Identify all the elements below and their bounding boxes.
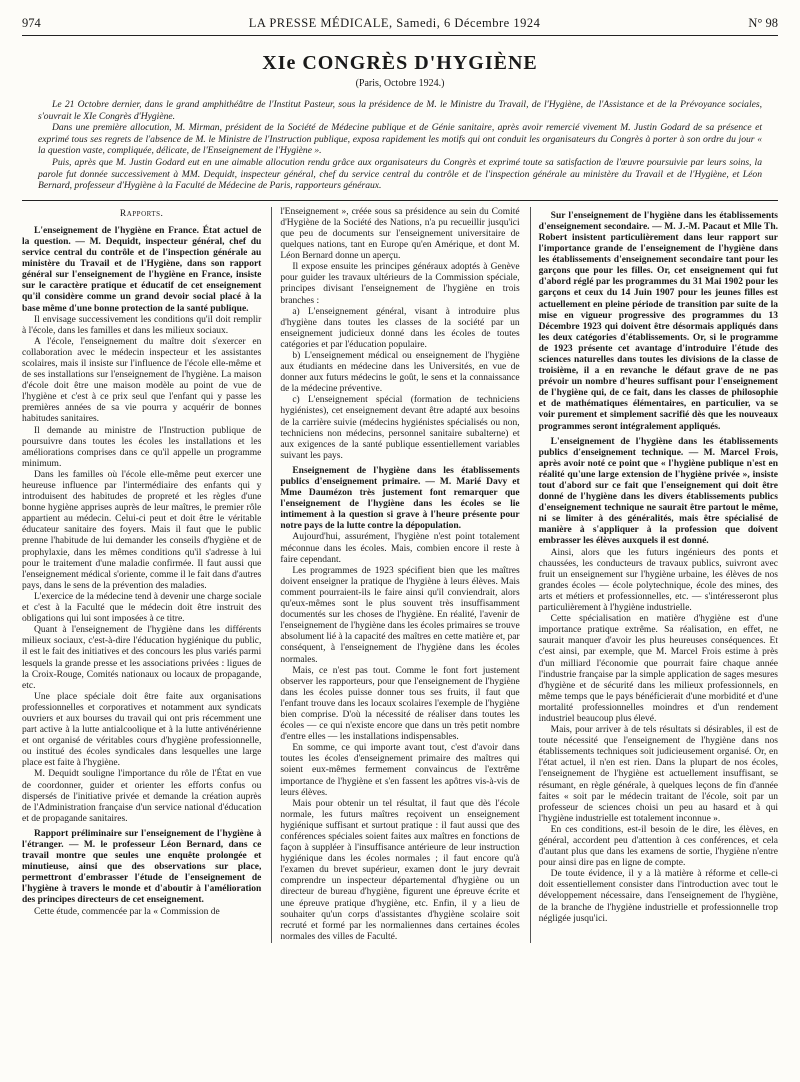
intro-paragraph: Le 21 Octobre dernier, dans le grand amphithéâtre de l'Institut Pasteur, sous la présidence de M. le Ministre du Travail, de l'Hygiène, de l'Assistance et de la Prévoyance sociales, s'ouvrait le XIe Congrès d'Hygiène.	[38, 99, 762, 122]
body-paragraph: En somme, ce qui importe avant tout, c'est d'avoir dans toutes les écoles d'enseignement primaire des maîtres qui soient eux-mêmes fermement convaincus de l'extrême importance de l'hygiène et s'en fassent les apôtres vis-à-vis de leurs élèves.	[280, 743, 520, 798]
body-paragraph: Dans les familles où l'école elle-même peut exercer une heureuse influence par l'intermédiaire des enfants qui y introduisent des habitudes de propreté et les règles d'une bonne hygiène apprises auprès de leur maîtres, le premier rôle appartient au médecin. Celui-ci peut et doit être le véritable éducateur sanitaire des foyers. Mais il faut que le public prenne l'habitude de lui demander les conseils d'hygiène et de prophylaxie, dans les mêmes conditions qu'il s'adresse à lui pour le traitement d'une maladie confirmée. Il faut aussi que l'enseignement médical s'oriente, comme il le fait dans d'autres pays, dans le sens de la prévention des maladies.	[22, 469, 262, 591]
issue-number: N° 98	[748, 16, 778, 30]
body-paragraph: Il demande au ministre de l'Instruction publique de poursuivre dans toutes les écoles les installations et les améliorations comprises dans ce qu'il appelle un programme minimum.	[22, 425, 262, 469]
article-subtitle: (Paris, Octobre 1924.)	[355, 78, 445, 89]
body-paragraph: Il expose ensuite les principes généraux adoptés à Genève pour guider les travaux ultérieurs de la Commission spéciale, principes divisant l'enseignement de l'hygiène en trois branches :	[280, 262, 520, 306]
body-paragraph: De toute évidence, il y a là matière à réforme et celle-ci doit essentiellement consister dans l'introduction avec tout le développement nécessaire, dans l'enseignement de l'hygiène, de la branche de l'hygiène industrielle et professionnelle trop négligée jusqu'ici.	[538, 869, 778, 924]
article-columns	[22, 207, 778, 943]
body-paragraph: Mais pour obtenir un tel résultat, il faut que dès l'école normale, les futurs maîtres reçoivent un enseignement hygiénique suffisant et surtout pratique : il faut aussi que des conférences spéciales soient faites aux maîtres en fonctions de façon à suppléer à l'insuffisance antérieure de leur instruction hygiénique dans les écoles normales ; il faut encore qu'à l'examen du brevet supérieur, examen dont le jury devrait comprendre un inspecteur départemental d'hygiène ou un directeur de bureau d'hygiène, figurent une épreuve écrite et une épreuve pratique d'hygiène, etc. Enfin, il y a lieu de souhaiter qu'un corps d'assistantes d'hygiène scolaire soit recruté et formé par les normaliennes dans certaines écoles normales des villes de Faculté.	[280, 798, 520, 942]
running-head	[22, 0, 778, 36]
section-heading-paragraph: Enseignement de l'hygiène dans les établissements publics d'enseignement primaire. — M. Marié Davy et Mme Daumézon très justement font remarquer que l'enseignement de l'hygiène dans les écoles se lie intimement à la question si grave à l'heure présente pour notre pays de la lutte contre la dépopulation.	[280, 465, 520, 532]
divider	[22, 200, 778, 201]
body-paragraph: Mais, ce n'est pas tout. Comme le font fort justement observer les rapporteurs, pour que l'enseignement de l'hygiène dans les écoles puisse donner tous ses fruits, il faut que l'enfant trouve dans les locaux scolaires l'exemple de l'hygiène bien comprise. D'où la nécessité de réaliser dans toutes les écoles — ce qui n'existe encore que dans un très petit nombre d'entre elles — les installations indispensables.	[280, 665, 520, 743]
article-intro	[38, 99, 762, 192]
body-paragraph: c) L'enseignement spécial (formation de techniciens hygiénistes), cet enseignement devant être adapté aux besoins de la carrière suivie (médecins hygiénistes spécialisés ou non, techniciens non médecins, personnel sanitaire subalterne) et aux exigences de la santé publique essentiellement variables suivant les pays.	[280, 395, 520, 461]
body-paragraph: Cette spécialisation en matière d'hygiène est d'une importance pratique extrême. Sa réalisation, en effet, ne saurait manquer d'avoir les plus heureuses conséquences. Et c'est ainsi, par exemple, que M. Marcel Frois estime à près d'un milliard l'économie que pourrait faire chaque année l'industrie française par la simple application de sages mesures d'hygiène et de sécurité dans les milieux professionnels, en même temps que le pays bénéficierait d'une morbidité et d'une mortalité professionnelles moindres et d'un rendement industriel beaucoup plus élevé.	[538, 614, 778, 724]
intro-paragraph: Dans une première allocution, M. Mirman, président de la Société de Médecine publique et de Génie sanitaire, après avoir remercié vivement M. Justin Godard de sa présence et exprimé tous ses regrets de l'absence de M. le Ministre de l'Instruction publique, exposa rapidement les motifs qui ont conduit les organisateurs du Congrès à porter à son ordre du jour « la question vaste, compliquée, délicate, de l'Enseignement de l'Hygiène ».	[38, 122, 762, 157]
body-paragraph: Quant à l'enseignement de l'hygiène dans les différents milieux sociaux, c'est-à-dire l'éducation hygiénique du public, il est le fait des initiatives et des concours les plus variés parmi lesquels la grande presse et les associations privées : ligues de la Croix-Rouge, Comités nationaux ou locaux de propagande, etc.	[22, 625, 262, 691]
body-paragraph: a) L'enseignement général, visant à introduire plus d'hygiène dans toutes les classes de la société par un enseignement judicieux donné dans les écoles de toutes catégories et par l'éducation populaire.	[280, 306, 520, 350]
column-3	[530, 207, 778, 943]
column-2	[271, 207, 519, 943]
section-label: Rapports.	[119, 208, 164, 219]
intro-paragraph: Puis, après que M. Justin Godard eut en une aimable allocution rendu grâce aux organisateurs du Congrès et exprimé toute sa satisfaction de l'œuvre poursuivie par leurs soins, la parole fut donnée successivement à MM. Dequidt, inspecteur général, chef du service central du contrôle et de l'inspection générale au ministère du Travail et de l'Hygiène, et Léon Bernard, professeur d'Hygiène à la Faculté de Médecine de Paris, rapporteurs généraux.	[38, 156, 762, 192]
body-paragraph: Il envisage successivement les conditions qu'il doit remplir à l'école, dans les familles et dans les milieux sociaux.	[22, 314, 262, 336]
page-number: 974	[22, 16, 41, 30]
column-1	[22, 207, 261, 943]
section-heading-paragraph: Sur l'enseignement de l'hygiène dans les établissements d'enseignement secondaire. — M. J.-M. Pacaut et Mlle Th. Robert insistent particulièrement dans leur rapport sur l'importance grande de l'enseignement de l'hygiène dans les établissements d'enseignement secondaire tant pour les garçons que pour les filles. Or, cet enseignement qui fut d'abord réglé par les programmes du 31 Mai 1902 pour les garçons et ceux du 14 Juin 1907 pour les jeunes filles est actuellement en pleine période de transition par suite de la mise en vigueur progressive des programmes du 13 Décembre 1923 qui doivent être désormais appliqués dans les deux catégories d'établissements. Or, si le programme de 1923 présente cet avantage d'introduire l'étude des sciences naturelles dans toutes les divisions de la classe de troisième, il a en revanche le défaut grave de ne pas prévoir un nombre d'heures suffisant pour l'enseignement de l'hygiène qui, de ce fait, dans les classes de philosophie et de mathématiques élémentaires, en particulier, va se voir purement et simplement sacrifié dès que les nouveaux programmes seront intégralement appliqués.	[538, 210, 778, 432]
journal-title: LA PRESSE MÉDICALE, Samedi, 6 Décembre 1924	[248, 16, 541, 30]
body-paragraph: Aujourd'hui, assurément, l'hygiène n'est point totalement méconnue dans les écoles. Mais, combien encore il reste à faire cependant.	[280, 532, 520, 565]
body-paragraph: Mais, pour arriver à de tels résultats si désirables, il est de toute nécessité que l'enseignement de l'hygiène dans nos établissements techniques soit judicieusement organisé. Or, en l'état actuel, il n'en est rien. Dans la plupart de nos écoles, l'enseignement de l'hygiène est actuellement insuffisant, se résumant, en règle générale, à quelques leçons de fin d'année faites « soit par le médecin traitant de l'école, soit par un professeur de sciences choisi un peu au hasard et à qui l'hygiène industrielle est totalement inconnue ».	[538, 725, 778, 824]
body-paragraph: En ces conditions, est-il besoin de le dire, les élèves, en général, accordent peu d'attention à ces conférences, et cela d'autant plus que dans les examens de sortie, l'hygiène n'entre pour ainsi dire pas en ligne de compte.	[538, 824, 778, 869]
body-paragraph: b) L'enseignement médical ou enseignement de l'hygiène aux étudiants en médecine dans les Universités, en vue de donner aux futurs médecins le goût, le sens et la connaissance de la médecine préventive.	[280, 350, 520, 395]
body-paragraph: Ainsi, alors que les futurs ingénieurs des ponts et chaussées, les conducteurs de travaux publics, suivront avec fruit un enseignement sur l'hygiène urbaine, les élèves de nos grandes écoles — école polytechnique, école des mines, des arts et métiers et professionnelles, etc. — s'intéresseront plus particulièrement à l'hygiène industrielle.	[538, 547, 778, 614]
body-paragraph: l'Enseignement », créée sous sa présidence au sein du Comité d'Hygiène de la Société des Nations, n'a pu recueillir jusqu'ici que peu de documents sur l'enseignement universitaire de quelques nations, tant en Europe qu'en Amérique, et dont M. Léon Bernard donne un aperçu.	[280, 206, 520, 262]
section-heading-paragraph: L'enseignement de l'hygiène dans les établissements publics d'enseignement technique. — M. Marcel Frois, après avoir noté ce point que « l'hygiène publique n'est en réalité qu'une large extension de l'hygiène privée », insiste tout d'abord sur ce fait que l'enseignement qui doit être donné de l'hygiène dans les divers établissements publics d'enseignement technique ne saurait être partout le même, ni se limiter à des généralités, mais être spécialisé de manière à s'appliquer à la profession que doivent embrasser les élèves auxquels il est donné.	[538, 436, 778, 547]
body-paragraph: A l'école, l'enseignement du maître doit s'exercer en collaboration avec le médecin inspecteur et les assistantes scolaires, mais il insiste sur l'influence de l'école elle-même et de ses installations sur l'enseignement de l'hygiène. La maison d'école doit être une maison modèle au point de vue de l'hygiène et c'est à ce prix seul que l'enfant qui y passe les premières années de sa vie pourra y acquérir de bonnes habitudes sanitaires.	[22, 336, 262, 425]
body-paragraph: L'exercice de la médecine tend à devenir une charge sociale et c'est à la Faculté que le médecin doit être instruit des obligations qui lui sont imposées à ce titre.	[22, 591, 262, 625]
body-paragraph: Cette étude, commencée par la « Commission de	[34, 906, 220, 917]
body-paragraph: Les programmes de 1923 spécifient bien que les maîtres doivent enseigner la pratique de l'hygiène à leurs élèves. Mais comment pourraient-ils le faire ainsi qu'il conviendrait, alors qu'eux-mêmes sont le plus souvent très insuffisamment documentés sur les choses de l'hygiène. En réalité, l'avenir de l'enseignement de l'hygiène dans les écoles primaires se trouve absolument lié à la capacité des maîtres en cette matière et, par conséquent, à l'enseignement de l'hygiène dans les écoles normales.	[280, 565, 520, 665]
body-paragraph: M. Dequidt souligne l'importance du rôle de l'État en vue de coordonner, guider et orienter les efforts confus ou dispersés de l'initiative privée et demande la création auprès de l'Administration française d'un service national d'éducation et de propagande sanitaires.	[22, 769, 262, 824]
section-heading-paragraph: Rapport préliminaire sur l'enseignement de l'hygiène à l'étranger. — M. le professeur Léon Bernard, dans ce travail montre que seules une enquête prolongée et minutieuse, ainsi que des observations sur place, permettront d'embrasser l'étude de l'enseignement de l'hygiène à travers le monde et d'aboutir à l'amélioration des principes directeurs de cet enseignement.	[22, 828, 262, 906]
section-heading-paragraph: L'enseignement de l'hygiène en France. État actuel de la question. — M. Dequidt, inspecteur général, chef du service central du contrôle et de l'inspection générale au ministère du Travail et de l'Hygiène, dans son rapport général sur l'enseignement de l'hygiène en France, insiste sur le caractère pratique et éducatif de cet enseignement qu'il considère comme un grand devoir social placé à la base même d'une bonne protection de la santé publique.	[22, 225, 262, 314]
body-paragraph: Une place spéciale doit être faite aux organisations professionnelles et corporatives et notamment aux syndicats ouvriers et aux bourses du travail qui ont pris récemment une part active à la lutte antialcoolique et à la lutte antivénérienne et ont organisé de véritables cours d'hygiène professionnelle, ou institué des écoles syndicales dans lesquelles une large place est faite à l'hygiène.	[22, 691, 262, 769]
article-title: XIe CONGRÈS D'HYGIÈNE	[262, 52, 538, 74]
